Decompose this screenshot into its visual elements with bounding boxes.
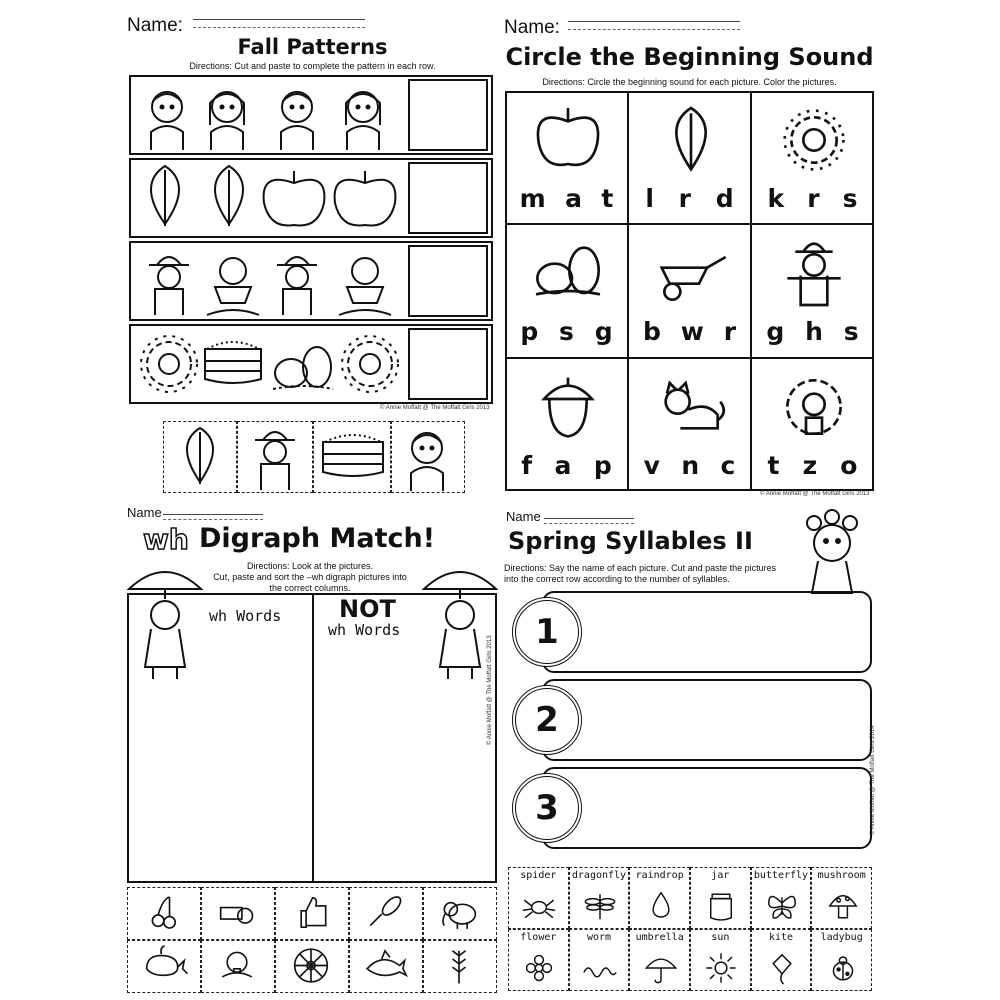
- spider-icon: [517, 884, 561, 928]
- picture-cell: [751, 224, 874, 357]
- butterfly-icon: [760, 884, 804, 928]
- picture-cell: [505, 358, 628, 491]
- thumbs-up-icon: [276, 888, 346, 937]
- letter-choice[interactable]: g: [766, 317, 785, 347]
- syllable-count-badge: 1: [512, 597, 582, 667]
- syllable-row[interactable]: [542, 767, 872, 849]
- cutout-word-picture[interactable]: [751, 867, 812, 929]
- letter-choice[interactable]: c: [720, 450, 736, 480]
- girl-with-flowers-icon: [792, 507, 872, 597]
- girl-icon: [210, 92, 244, 150]
- copyright-text: © Annie Moffatt @ The Moffatt Girls 2013: [760, 491, 870, 497]
- letter-choice[interactable]: r: [807, 184, 820, 213]
- syllable-row[interactable]: [542, 591, 872, 673]
- letter-choice[interactable]: t: [601, 184, 614, 213]
- word-label: spider: [520, 870, 557, 881]
- umbrella-icon: [639, 946, 683, 990]
- directions-text: Directions: Say the name of each picture. Cut and paste the pictures into the correct row according to the number of syllables.: [504, 563, 777, 584]
- letter-choice[interactable]: n: [681, 450, 700, 480]
- apple-icon: [264, 171, 325, 226]
- cutout-picture[interactable]: [127, 887, 201, 940]
- column-header-wh: wh Words: [209, 607, 282, 625]
- jar-icon: [699, 884, 743, 928]
- acorn-icon: [528, 363, 608, 451]
- directions-text: Directions: Look at the pictures. Cut, paste and sort the –wh digraph pictures into the correct columns.: [213, 561, 407, 593]
- girl-icon: [346, 92, 380, 150]
- cutout-pictures: [125, 416, 500, 504]
- pattern-pictures: [125, 5, 500, 415]
- picture-cell: [628, 358, 751, 491]
- fall-patterns-worksheet: [125, 5, 500, 415]
- apple-icon: [528, 96, 608, 184]
- name-line: [544, 518, 634, 524]
- cherry-icon: [128, 888, 198, 937]
- word-label: kite: [768, 932, 794, 943]
- pumpkins-icon: [273, 347, 333, 389]
- scarecrow-icon: [774, 229, 854, 317]
- kid-in-leaves-icon: [339, 258, 391, 315]
- pumpkins-icon: [528, 229, 608, 317]
- dragonfly-icon: [578, 884, 622, 928]
- beaver-icon: [202, 941, 272, 990]
- ladybug-icon: [821, 946, 865, 990]
- letter-choice[interactable]: g: [594, 317, 613, 347]
- whisk-icon: [350, 888, 420, 937]
- apple-icon: [335, 171, 396, 226]
- letter-choices: [633, 184, 746, 213]
- letter-choices: [633, 317, 746, 346]
- boy-icon: [411, 433, 443, 491]
- shark-icon: [350, 941, 420, 990]
- name-label: Name: [506, 509, 541, 524]
- digraph-picture-strip: [127, 887, 497, 993]
- sunflower-icon: [774, 96, 854, 184]
- title-prefix: wh: [143, 523, 189, 556]
- flower-icon: [517, 946, 561, 990]
- syllable-word-strip: [508, 867, 872, 991]
- letter-choices: [756, 184, 869, 213]
- syllable-rows: [502, 591, 877, 861]
- cutout-picture[interactable]: [201, 940, 275, 993]
- cutout-word-picture[interactable]: [811, 929, 872, 991]
- letter-choices: [510, 451, 623, 480]
- letter-choice[interactable]: p: [520, 317, 539, 347]
- leaf-icon: [651, 96, 731, 184]
- copyright-text: © Annie Moffatt @ The Moffatt Girls 2013: [487, 635, 493, 745]
- sunflower-icon: [141, 336, 197, 392]
- cutout-picture[interactable]: [201, 887, 275, 940]
- word-label: mushroom: [817, 870, 866, 881]
- letter-choice[interactable]: h: [805, 317, 823, 347]
- bushel-basket-icon: [205, 342, 261, 383]
- cutout-picture[interactable]: [349, 940, 423, 993]
- letter-choice[interactable]: s: [842, 184, 858, 213]
- whistle-icon: [202, 888, 272, 937]
- picture-cell: [628, 224, 751, 357]
- cutout-word-picture[interactable]: [811, 867, 872, 929]
- picture-cell: [505, 224, 628, 357]
- letter-choice[interactable]: k: [767, 184, 785, 213]
- letter-choice[interactable]: t: [767, 450, 780, 480]
- cutout-picture[interactable]: [127, 940, 201, 993]
- boy-icon: [151, 92, 183, 150]
- copyright-text: © Annie Moffatt @ The Moffatt Girls 2014: [870, 725, 876, 835]
- kid-in-leaves-icon: [207, 258, 259, 315]
- column-header-not: NOT: [339, 595, 396, 623]
- letter-choices: [510, 317, 623, 346]
- boy-icon: [281, 92, 313, 150]
- worm-icon: [578, 946, 622, 990]
- word-label: butterfly: [753, 870, 809, 881]
- picture-cell: [751, 91, 874, 224]
- scarecrow-icon: [277, 257, 317, 315]
- page-title: Spring Syllables II: [508, 527, 753, 555]
- letter-choice[interactable]: s: [559, 317, 574, 347]
- digraph-decor: [125, 505, 500, 885]
- letter-choice[interactable]: r: [678, 184, 691, 213]
- cutout-picture[interactable]: [349, 887, 423, 940]
- directions-text: Directions: Circle the beginning sound for each picture. Color the pictures.: [542, 77, 837, 87]
- syllable-count-badge: 3: [512, 773, 582, 843]
- name-label: Name:: [127, 15, 183, 36]
- letter-choice[interactable]: v: [643, 450, 660, 480]
- scarecrow-icon: [255, 432, 295, 490]
- letter-choice[interactable]: b: [642, 317, 661, 347]
- beginning-sound-grid: [505, 91, 874, 491]
- bushel-basket-icon: [323, 435, 383, 476]
- word-label: sun: [711, 932, 730, 943]
- picture-cell: [628, 91, 751, 224]
- cutout-picture[interactable]: [275, 887, 349, 940]
- wheat-icon: [424, 941, 494, 990]
- letter-choice[interactable]: d: [715, 184, 734, 213]
- digraph-match-worksheet: [125, 505, 500, 995]
- letter-choices: [756, 451, 869, 480]
- cutout-picture[interactable]: [423, 887, 497, 940]
- picture-cell: [751, 358, 874, 491]
- scarecrow-icon: [149, 257, 189, 315]
- letter-choices: [633, 451, 746, 480]
- letter-choice[interactable]: w: [680, 317, 704, 347]
- sunflower-icon: [342, 336, 398, 392]
- spring-syllables-worksheet: [502, 505, 877, 995]
- letter-choice[interactable]: a: [554, 450, 572, 480]
- word-label: worm: [586, 932, 612, 943]
- cutout-word-picture[interactable]: [569, 929, 630, 991]
- page-title: Digraph Match!: [199, 523, 436, 554]
- raindrop-icon: [639, 884, 683, 928]
- letter-choice[interactable]: m: [519, 184, 546, 213]
- cutout-word-picture[interactable]: [751, 929, 812, 991]
- name-line: [568, 21, 740, 30]
- letter-choice[interactable]: s: [843, 317, 859, 347]
- letter-choice[interactable]: o: [840, 450, 858, 480]
- letter-choice[interactable]: z: [802, 450, 818, 480]
- turkey-icon: [774, 363, 854, 451]
- kite-icon: [760, 946, 804, 990]
- name-label: Name:: [504, 17, 560, 38]
- cutout-word-picture[interactable]: [690, 929, 751, 991]
- whale-icon: [128, 941, 198, 990]
- cutout-word-picture[interactable]: [569, 867, 630, 929]
- letter-choice[interactable]: f: [521, 450, 533, 480]
- letter-choice[interactable]: p: [593, 450, 612, 480]
- word-label: flower: [520, 932, 557, 943]
- cutout-picture[interactable]: [423, 940, 497, 993]
- sun-icon: [699, 946, 743, 990]
- word-label: dragonfly: [571, 870, 627, 881]
- cutout-word-picture[interactable]: [690, 867, 751, 929]
- page-title: Circle the Beginning Sound: [505, 43, 874, 71]
- umbrella-character-icon: [129, 572, 201, 679]
- umbrella-character-icon: [424, 572, 496, 679]
- letter-choice[interactable]: a: [565, 184, 582, 213]
- letter-choice[interactable]: l: [645, 184, 654, 213]
- picture-cell: [505, 91, 628, 224]
- page-title: Fall Patterns: [237, 35, 388, 59]
- word-label: ladybug: [820, 932, 863, 943]
- copyright-text: © Annie Moffatt @ The Moffatt Girls 2013: [380, 405, 490, 411]
- leaf-icon: [215, 166, 243, 226]
- cat-icon: [651, 363, 731, 451]
- column-header-not-wh: wh Words: [328, 621, 401, 639]
- syllable-count-badge: 2: [512, 685, 582, 755]
- mushroom-icon: [821, 884, 865, 928]
- letter-choices: [510, 184, 623, 213]
- word-label: raindrop: [635, 870, 684, 881]
- cutout-word-picture[interactable]: [508, 929, 569, 991]
- letter-choice[interactable]: r: [723, 317, 737, 347]
- beginning-sound-worksheet: [502, 5, 877, 500]
- directions-text: Directions: Cut and paste to complete the pattern in each row.: [189, 61, 436, 71]
- word-label: jar: [711, 870, 730, 881]
- cutout-word-picture[interactable]: [629, 867, 690, 929]
- elephant-icon: [424, 888, 494, 937]
- cutout-picture[interactable]: [275, 940, 349, 993]
- syllable-row[interactable]: [542, 679, 872, 761]
- leaf-icon: [151, 166, 179, 226]
- wheel-icon: [276, 941, 346, 990]
- cutout-word-picture[interactable]: [629, 929, 690, 991]
- wheelbarrow-icon: [651, 229, 731, 317]
- cutout-word-picture[interactable]: [508, 867, 569, 929]
- letter-choices: [756, 317, 869, 346]
- name-label: Name: [127, 505, 162, 520]
- fall-patterns-cutouts: [125, 416, 500, 504]
- leaf-icon: [187, 428, 213, 484]
- word-label: umbrella: [635, 932, 684, 943]
